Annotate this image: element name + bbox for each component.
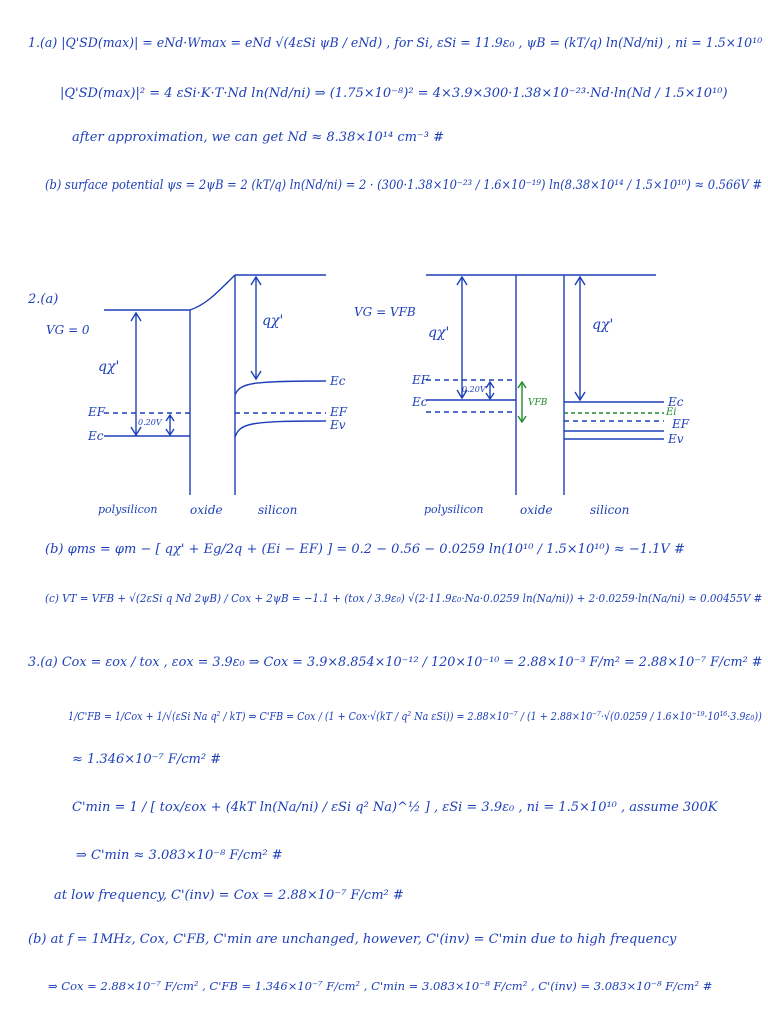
left-region-si: silicon bbox=[258, 503, 298, 517]
right-ec-poly: Ec bbox=[412, 395, 428, 409]
right-affinity-si: qχ' bbox=[592, 317, 614, 333]
problem2-b-line: (b) φms = φm − [ qχ' + Eg/2q + (Ei − EF) ] = 0.2 − 0.56 − 0.0259 ln(10¹⁰ / 1.5×10¹⁰) ≈ −1.1V # bbox=[45, 542, 685, 557]
problem3-a-line6: at low frequency, C'(inv) = Cox = 2.88×10⁻⁷ F/cm² # bbox=[54, 888, 404, 903]
problem3-a-line5: ⇒ C'min ≈ 3.083×10⁻⁸ F/cm² # bbox=[76, 848, 283, 863]
left-ev-si: Ev bbox=[330, 418, 346, 432]
problem3-b-line1: (b) at f = 1MHz, Cox, C'FB, C'min are unchanged, however, C'(inv) = C'min due to high frequency bbox=[28, 932, 677, 947]
left-affinity-si: qχ' bbox=[262, 313, 284, 329]
problem3-a-line1: 3.(a) Cox = εox / tox , εox = 3.9ε₀ ⇒ Cox = 3.9×8.854×10⁻¹² / 120×10⁻¹⁰ = 2.88×10⁻³ F/m² = 2.88×10⁻⁷ F/cm² # bbox=[28, 655, 763, 670]
left-region-oxide: oxide bbox=[190, 503, 223, 517]
right-affinity-poly: qχ' bbox=[428, 325, 450, 341]
problem1-a-line3: after approximation, we can get Nd ≈ 8.38×10¹⁴ cm⁻³ # bbox=[72, 130, 445, 145]
problem1-a-line1: 1.(a) |Q'SD(max)| = eNd·Wmax = eNd √(4εSi ψB / eNd) , for Si, εSi = 11.9ε₀ , ψB = (kT/q) ln(Nd/ni) , ni = 1.5×10¹⁰ bbox=[28, 36, 763, 51]
problem3-a-line3: ≈ 1.346×10⁻⁷ F/cm² # bbox=[72, 752, 222, 767]
band-diagram-vfb-lines bbox=[0, 255, 768, 530]
left-ec-si: Ec bbox=[330, 374, 346, 388]
problem1-a-line2: |Q'SD(max)|² = 4 εSi·K·T·Nd ln(Nd/ni) ⇒ (1.75×10⁻⁸)² = 4×3.9×300·1.38×10⁻²³·Nd·ln(Nd / 1.5×10¹⁰) bbox=[60, 86, 728, 101]
problem2-c-line: (c) VT = VFB + √(2εSi q Nd 2ψB) / Cox + 2ψB = −1.1 + (tox / 3.9ε₀) √(2·11.9ε₀·Na·0.0259 ln(Na/ni)) + 2·0.0259·ln(Na/ni) ≈ 0.00455V # bbox=[45, 591, 763, 605]
right-voltage: 0.20V bbox=[462, 385, 486, 394]
problem1-b-line: (b) surface potential ψs = 2ψB = 2 (kT/q) ln(Nd/ni) = 2 · (300·1.38×10⁻²³ / 1.6×10⁻¹⁹) ln(8.38×10¹⁴ / 1.5×10¹⁰) ≈ 0.566V # bbox=[45, 178, 763, 193]
left-ef-si: EF bbox=[330, 405, 348, 419]
right-ef-poly: EF bbox=[412, 373, 430, 387]
problem2-label: 2.(a) bbox=[28, 292, 59, 307]
right-region-poly: polysilicon bbox=[424, 503, 484, 516]
problem3-a-line4: C'min = 1 / [ tox/εox + (4kT ln(Na/ni) / εSi q² Na)^½ ] , εSi = 3.9ε₀ , ni = 1.5×10¹⁰ , assume 300K bbox=[72, 800, 718, 815]
band-diagrams bbox=[0, 255, 768, 530]
problem3-b-line2: ⇒ Cox = 2.88×10⁻⁷ F/cm² , C'FB = 1.346×10⁻⁷ F/cm² , C'min = 3.083×10⁻⁸ F/cm² , C'(inv) = 3.083×10⁻⁸ F/cm² # bbox=[48, 979, 713, 993]
left-voltage: 0.20V bbox=[138, 418, 162, 427]
problem3-a-line2: 1/C'FB = 1/Cox + 1/√(εSi Na q² / kT) ⇒ C'FB = Cox / (1 + Cox·√(kT / q² Na εSi)) = 2.88×10⁻⁷ / (1 + 2.88×10⁻⁷·√(0.0259 / 1.6×10⁻¹⁹·10¹⁶·3.9ε₀)) bbox=[68, 709, 762, 723]
right-vfb: VFB bbox=[528, 398, 548, 408]
right-ev-si: Ev bbox=[668, 432, 684, 446]
right-region-si: silicon bbox=[590, 503, 630, 517]
left-ef-poly: EF bbox=[88, 405, 106, 419]
right-ei-si: Ei bbox=[666, 407, 677, 418]
left-gate-condition: VG = 0 bbox=[46, 323, 90, 337]
left-region-poly: polysilicon bbox=[98, 503, 158, 516]
right-ec-si: Ec bbox=[668, 395, 684, 409]
right-region-oxide: oxide bbox=[520, 503, 553, 517]
left-ec-poly: Ec bbox=[88, 429, 104, 443]
right-ef-si: EF bbox=[672, 417, 690, 431]
right-gate-condition: VG = VFB bbox=[354, 305, 416, 319]
left-affinity-poly: qχ' bbox=[98, 359, 120, 375]
